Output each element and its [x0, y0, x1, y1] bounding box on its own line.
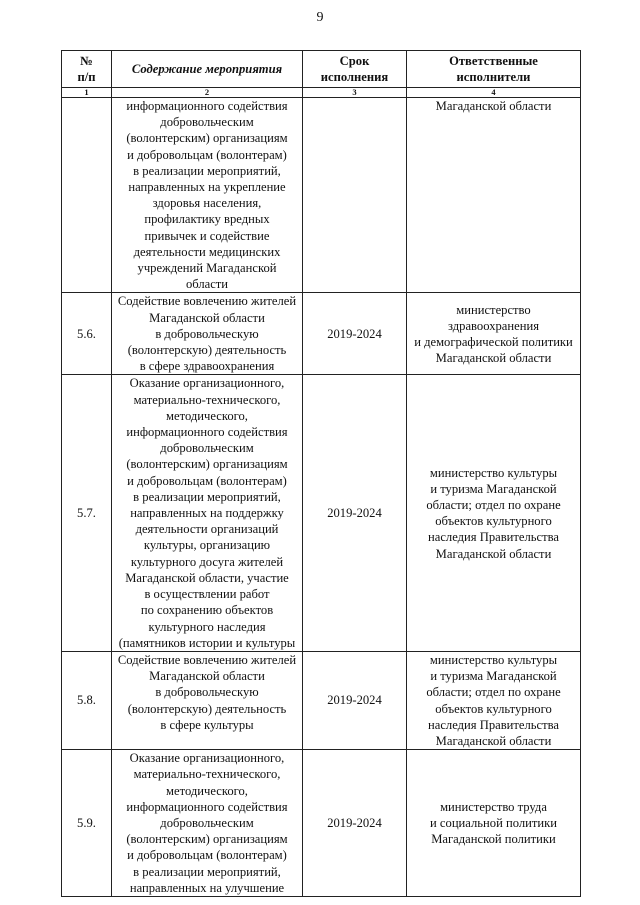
row-term [303, 98, 407, 293]
row-content [112, 750, 303, 897]
content-line: профилактику вредных [144, 212, 270, 227]
content-line: направленных на поддержку [130, 506, 284, 521]
content-line: Содействие вовлечению жителей [117, 294, 297, 309]
responsible-line: области; отдел по охране [426, 685, 561, 700]
content-line: добровольческим [160, 815, 254, 830]
row-number: 5.9. [62, 750, 112, 897]
table-row [62, 98, 581, 293]
content-line: области [185, 277, 229, 292]
content-line: Оказание организационного, [129, 751, 285, 766]
content-line: информационного содействия [126, 99, 288, 113]
row-term: 2019-2024 [303, 750, 407, 897]
row-responsible [407, 750, 581, 897]
content-line: в реализации мероприятий, [133, 864, 281, 879]
responsible-line: наследия Правительства [428, 717, 559, 732]
column-number: 4 [407, 88, 581, 98]
content-line: (памятников истории и культуры [118, 635, 296, 650]
activities-table [61, 50, 581, 897]
responsible-line: Магаданской области [435, 546, 552, 561]
table-row [62, 375, 581, 651]
row-responsible [407, 293, 581, 375]
content-line: (волонтерскую) деятельность [127, 701, 287, 716]
row-term: 2019-2024 [303, 651, 407, 749]
content-line: направленных на улучшение [129, 880, 285, 895]
content-line: (волонтерскую) деятельность [127, 343, 287, 358]
header-content: Содержание мероприятия [112, 51, 303, 88]
responsible-line: министерство культуры [429, 465, 558, 480]
responsible-line: Магаданской области [435, 99, 552, 113]
content-line: культуры, организацию [143, 538, 271, 553]
header-number-line: № [80, 53, 93, 68]
content-line: и добровольцам (волонтерам) [127, 473, 287, 488]
header-term [303, 51, 407, 88]
responsible-line: и демографической политики [414, 334, 573, 349]
table-row [62, 750, 581, 897]
content-line: Магаданской области [149, 669, 265, 684]
row-responsible [407, 375, 581, 651]
content-line: в добровольческую [155, 685, 259, 700]
content-line: методического, [166, 408, 248, 423]
content-line: учреждений Магаданской [137, 261, 277, 276]
content-line: в реализации мероприятий, [133, 489, 281, 504]
row-responsible [407, 98, 581, 293]
column-number: 3 [303, 88, 407, 98]
content-line: культурного наследия [148, 619, 266, 634]
content-line: в сфере здравоохранения [139, 359, 275, 374]
header-number [62, 51, 112, 88]
table-header-row [62, 51, 581, 88]
content-line: в реализации мероприятий, [133, 163, 281, 178]
responsible-line: объектов культурного [435, 514, 552, 529]
responsible-line: министерство культуры [429, 652, 558, 667]
header-term-line: исполнения [320, 70, 389, 84]
responsible-line: и туризма Магаданской [430, 481, 557, 496]
header-responsible [407, 51, 581, 88]
responsible-line: объектов культурного [435, 701, 552, 716]
row-content [112, 293, 303, 375]
header-responsible-line: исполнители [456, 70, 531, 84]
content-line: методического, [166, 783, 248, 798]
content-line: и добровольцам (волонтерам) [127, 147, 287, 162]
content-line: и добровольцам (волонтерам) [127, 848, 287, 863]
content-line: добровольческим [160, 441, 254, 456]
content-line: (волонтерским) организациям [126, 457, 288, 472]
content-line: (волонтерским) организациям [126, 832, 288, 847]
responsible-line: Магаданской области [435, 733, 552, 748]
content-line: добровольческим [160, 115, 254, 130]
content-line: Магаданской области, участие [125, 570, 289, 585]
header-number-line: п/п [77, 70, 96, 84]
content-line: по сохранению объектов [140, 603, 274, 618]
content-line: привычек и содействие [144, 228, 270, 243]
content-line: в добровольческую [155, 326, 259, 341]
row-number: 5.8. [62, 651, 112, 749]
header-responsible-line: Ответственные [449, 53, 538, 68]
row-number: 5.6. [62, 293, 112, 375]
column-numbers-row [62, 88, 581, 98]
table-row [62, 651, 581, 749]
row-content [112, 375, 303, 651]
column-number: 1 [62, 88, 112, 98]
row-number: 5.7. [62, 375, 112, 651]
row-responsible [407, 651, 581, 749]
content-line: в осуществлении работ [144, 587, 270, 602]
responsible-line: министерство труда [440, 799, 547, 814]
content-line: здоровья населения, [152, 196, 262, 211]
column-number: 2 [112, 88, 303, 98]
row-term: 2019-2024 [303, 375, 407, 651]
responsible-line: и социальной политики [430, 815, 557, 830]
responsible-line: здравоохранения [448, 318, 539, 333]
content-line: деятельности организаций [135, 522, 279, 537]
content-line: информационного содействия [126, 425, 288, 440]
content-line: (волонтерским) организациям [126, 131, 288, 146]
content-line: материально-технического, [133, 392, 281, 407]
table-row [62, 293, 581, 375]
content-line: деятельности медицинских [133, 244, 281, 259]
responsible-line: министерство [456, 302, 531, 317]
content-line: в сфере культуры [160, 717, 254, 732]
row-content [112, 651, 303, 749]
content-line: Оказание организационного, [129, 376, 285, 391]
responsible-line: и туризма Магаданской [430, 669, 557, 684]
responsible-line: Магаданской области [435, 351, 552, 366]
responsible-line: Магаданской политики [431, 832, 556, 847]
page-number: 9 [316, 10, 324, 25]
content-line: Содействие вовлечению жителей [117, 652, 297, 667]
content-line: материально-технического, [133, 767, 281, 782]
content-line: направленных на укрепление [128, 180, 286, 195]
table-body [62, 98, 581, 897]
content-line: информационного содействия [126, 799, 288, 814]
responsible-line: области; отдел по охране [426, 497, 561, 512]
header-term-line: Срок [339, 53, 370, 68]
responsible-line: наследия Правительства [428, 530, 559, 545]
row-term: 2019-2024 [303, 293, 407, 375]
row-number [62, 98, 112, 293]
content-line: Магаданской области [149, 310, 265, 325]
row-content [112, 98, 303, 293]
content-line: культурного досуга жителей [130, 554, 284, 569]
